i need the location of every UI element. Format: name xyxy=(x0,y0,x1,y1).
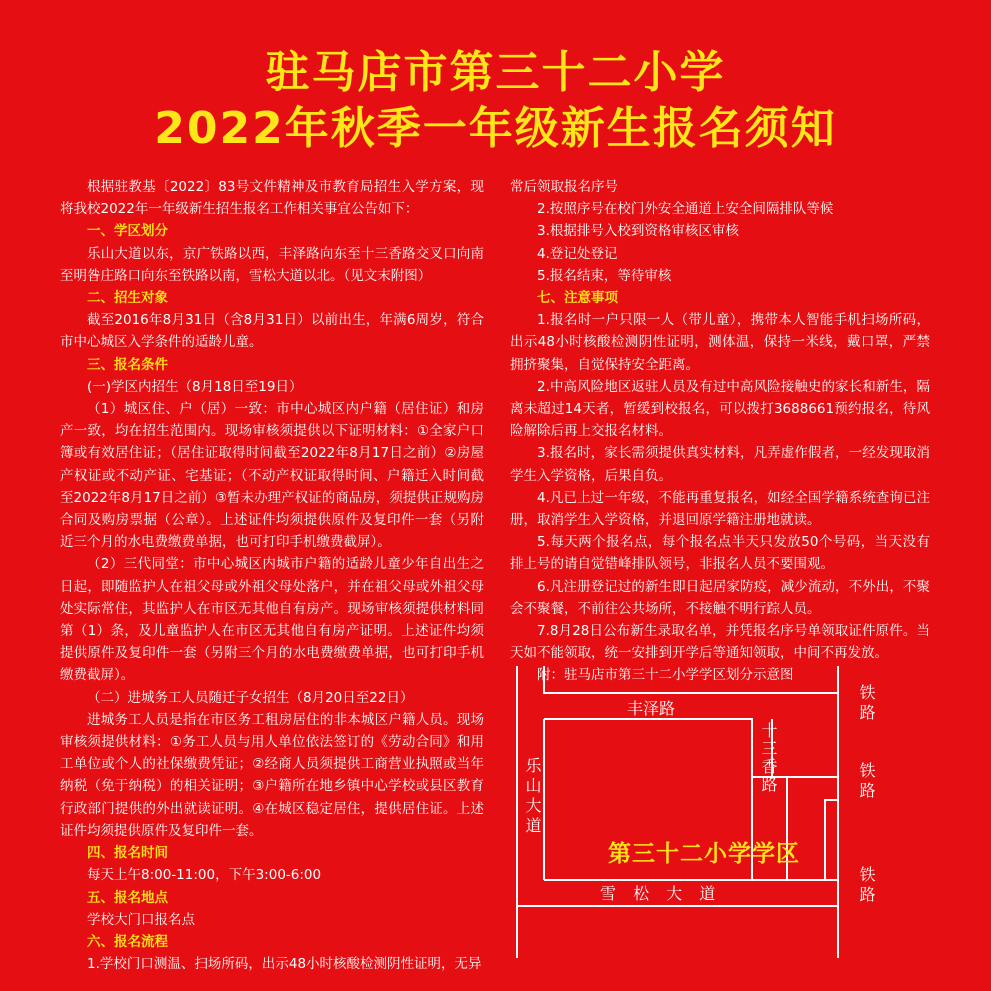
map-label-xuesong-avenue: 雪 松 大 道 xyxy=(600,884,722,903)
page-title-line1: 驻马店市第三十二小学 xyxy=(265,47,726,98)
map-caption: 附：驻马店市第三十二小学学区划分示意图 xyxy=(537,667,794,684)
map-road-fengze-inner xyxy=(544,719,752,777)
page-title-line2: 2022年秋季一年级新生报名须知 xyxy=(154,103,837,154)
notice-3: 3.报名时，家长需须提供真实材料，凡弄虚作假者，一经发现取消学生入学资格，后果自负。 xyxy=(510,445,930,484)
notice-7: 7.8月28日公布新生录取名单，并凭报名序号单领取证件原件。当天如不能领取，统一安排到开学后等通知领取，中间不再发放。 xyxy=(510,623,930,662)
map-zone-label: 第三十二小学学区 xyxy=(608,841,800,867)
section4-text: 每天上午8:00-11:00，下午3:00-6:00 xyxy=(87,867,322,884)
notice-1: 1.报名时一户只限一人（带儿童），携带本人智能手机扫场所码，出示48小时核酸检测阴性证明，测体温，保持一米线，戴口罩，严禁拥挤聚集，自觉保持安全距离。 xyxy=(510,312,930,373)
section2-text: 截至2016年8月31日（含8月31日）以前出生，年满6周岁，符合市中心城区入学条件的适龄儿童。 xyxy=(60,312,484,351)
map-label-leshan-road: 乐山大道 xyxy=(523,757,542,837)
section3-sub1: (一)学区内招生（8月18日至19日） xyxy=(87,378,303,395)
section5-heading: 五、报名地点 xyxy=(87,889,168,906)
notice-2: 2.中高风险地区返驻人员及有过中高风险接触史的家长和新生，隔离未超过14天者，暂缓到校报名，可以拨打3688661预约报名，待风险解除后再上交报名材料。 xyxy=(510,378,930,440)
notice-4: 4.凡已上过一年级，不能再重复报名，如经全国学籍系统查询已注册，取消学生入学资格，并退回原学籍注册地就读。 xyxy=(510,489,930,529)
intro-paragraph: 根据驻教基〔2022〕83号文件精神及市教育局招生入学方案，现将我校2022年一年级新生招生报名工作相关事宜公告如下： xyxy=(60,179,484,218)
section6-heading: 六、报名流程 xyxy=(87,933,168,950)
map-label-railway-bottom: 铁路 xyxy=(857,866,876,906)
left-column xyxy=(60,176,484,975)
map-label-shisan-road: 十三香路 xyxy=(759,722,778,794)
map-label-railway-top: 铁路 xyxy=(857,684,876,724)
section3-sub2: （二）进城务工人员随迁子女招生（8月20日至22日） xyxy=(87,689,414,706)
section2-heading: 二、招生对象 xyxy=(87,290,168,307)
section3-para2: （2）三代同堂：市中心城区内城市户籍的适龄儿童少年自出生之日起，即随监护人在祖父母或外祖父母处落户，并在祖父母或外祖父母处实际常住，其监护人在市区无其他自有房产。现场审核须提供材料同第（1）条，及儿童监护人在市区无其他自有房产证明。上述证件均须提供原件及复印件一套（另附三个月的水电费缴费单据，也可打印手机缴费截屏）。 xyxy=(60,556,484,684)
section1-text: 乐山大道以东，京广铁路以西，丰泽路向东至十三香路交叉口向南至明昝庄路口向东至铁路以南，雪松大道以北。（见文末附图） xyxy=(60,245,484,284)
map-label-fengze-road: 丰泽路 xyxy=(627,699,676,718)
section3-heading: 三、报名条件 xyxy=(87,356,168,373)
section3-para1: （1）城区住、户（居）一致：市中心城区内户籍（居住证）和房产一致，均在招生范围内。现场审核须提供以下证明材料：①全家户口簿或有效居住证；（居住证取得时间截至2022年8月17日之前）②房屋产权证或不动产证、宅基证；（不动产权证取得时间、户籍迁入时间截至2022年8月17日之前）③暂未办理产权证的商品房，须提供正规购房合同及购房票据（公章）。上述证件均须提供原件及复印件一套（另附近三个月的水电费缴费单据，也可打印手机缴费截屏）。 xyxy=(60,401,484,551)
section6-step5: 5.报名结束，等待审核 xyxy=(537,267,672,284)
right-column xyxy=(510,176,930,687)
notice-6: 6.凡注册登记过的新生即日起居家防疫，减少流动，不外出，不聚会不聚餐，不前往公共场所，不接触不明行踪人员。 xyxy=(510,578,930,617)
section7-heading: 七、注意事项 xyxy=(537,290,618,307)
section6-step3: 3.根据排号入校到资格审核区审核 xyxy=(537,223,739,240)
section6-step4: 4.登记处登记 xyxy=(537,245,618,262)
section3-para3: 进城务工人员是指在市区务工租房居住的非本城区户籍人员。现场审核须提供材料：①务工人员与用人单位依法签订的《劳动合同》和用工单位或个人的社保缴费凭证；②经商人员须提供工商营业执照或当年纳税（免于纳税）的相关证明；③户籍所在地乡镇中心学校或县区教育行政部门提供的外出就读证明。④在城区稳定居住，提供居住证。上述证件均须提供原件及复印件一套。 xyxy=(60,711,484,839)
map-label-railway-mid: 铁路 xyxy=(857,762,876,802)
notice-5: 5.每天两个报名点，每个报名点半天只发放50个号码，当天没有排上号的请自觉错峰排队领号，非报名人员不要围观。 xyxy=(510,534,930,573)
section6-step2: 2.按照序号在校门外安全通道上安全间隔排队等候 xyxy=(537,201,834,218)
section4-heading: 四、报名时间 xyxy=(87,845,168,862)
section6-step1: 1.学校门口测温、扫场所码，出示48小时核酸检测阴性证明，无异 xyxy=(87,956,482,973)
section1-heading: 一、学区划分 xyxy=(87,223,168,240)
map-rail-bottom xyxy=(825,800,838,880)
section6-step1-cont: 常后领取报名序号 xyxy=(510,179,618,195)
section5-text: 学校大门口报名点 xyxy=(87,911,195,928)
